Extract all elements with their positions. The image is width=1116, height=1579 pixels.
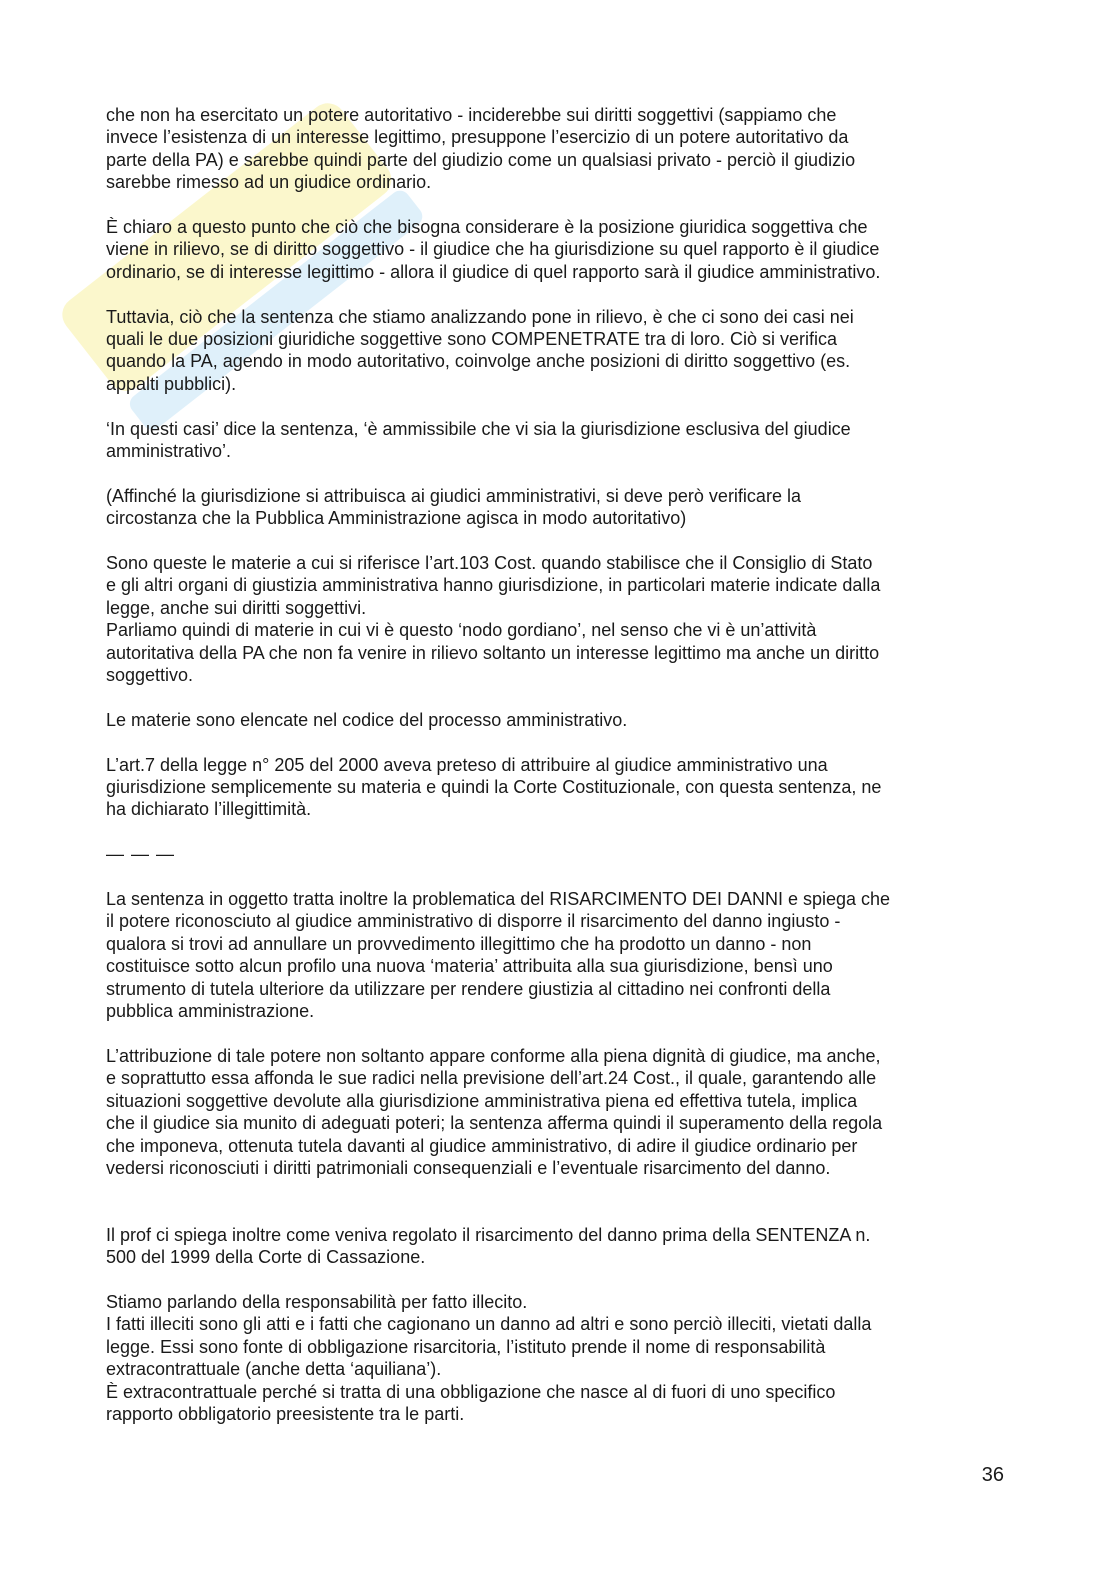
text-line: (Affinché la giurisdizione si attribuisca ai giudici amministrativi, si deve però verificare la — [106, 485, 801, 506]
text-line: vedersi riconosciuti i diritti patrimoniali consequenziali e l’eventuale risarcimento del danno. — [106, 1157, 831, 1178]
text-line: invece l’esistenza di un interesse legittimo, presuppone l’esercizio di un potere autoritativo da — [106, 127, 849, 148]
text-line: È extracontrattuale perché si tratta di una obbligazione che nasce al di fuori di uno specifico — [106, 1381, 836, 1402]
paragraphs-before-separator — [106, 104, 1006, 821]
text-line: che non ha esercitato un potere autoritativo - inciderebbe sui diritti soggettivi (sappiamo che — [106, 105, 837, 125]
document-body — [106, 104, 1006, 1448]
text-line: extracontrattuale (anche detta ‘aquiliana’). — [106, 1359, 442, 1380]
text-line: legge. Essi sono fonte di obbligazione risarcitoria, l’istituto prende il nome di responsabilità — [106, 1336, 826, 1357]
paragraph — [106, 485, 1006, 530]
text-line: pubblica amministrazione. — [106, 1001, 315, 1022]
text-line: Stiamo parlando della responsabilità per fatto illecito. — [106, 1291, 528, 1312]
spacer — [106, 1202, 1006, 1224]
text-line: e gli altri organi di giustizia amministrativa hanno giurisdizione, in particolari materie indicate dalla — [106, 575, 881, 596]
paragraph — [106, 709, 1006, 731]
text-line: il potere riconosciuto al giudice amministrativo di disporre il risarcimento del danno ingiusto - — [106, 911, 841, 932]
paragraphs-after-separator — [106, 888, 1006, 1425]
text-line: Tuttavia, ciò che la sentenza che stiamo analizzando pone in rilievo, è che ci sono dei casi nei — [106, 306, 854, 327]
text-line: I fatti illeciti sono gli atti e i fatti che cagionano un danno ad altri e sono perciò illeciti, vietati dalla — [106, 1314, 872, 1335]
text-line: strumento di tutela ulteriore da utilizzare per rendere giustizia al cittadino nei confronti della — [106, 978, 831, 999]
text-line: giurisdizione semplicemente su materia e quindi la Corte Costituzionale, con questa sentenza, ne — [106, 777, 882, 798]
text-line: che il giudice sia munito di adeguati poteri; la sentenza afferma quindi il superamento della regola — [106, 1113, 883, 1134]
paragraph — [106, 306, 1006, 396]
paragraph — [106, 754, 1006, 821]
text-line: autoritativa della PA che non fa venire in rilievo soltanto un interesse legittimo ma anche un diritto — [106, 642, 880, 663]
paragraph — [106, 1045, 1006, 1179]
text-line: Sono queste le materie a cui si riferisce l’art.103 Cost. quando stabilisce che il Consiglio di Stato — [106, 553, 873, 574]
text-line: Il prof ci spiega inoltre come veniva regolato il risarcimento del danno prima della SENTENZA n. — [106, 1224, 871, 1245]
text-line: circostanza che la Pubblica Amministrazione agisca in modo autoritativo) — [106, 508, 687, 529]
text-line: che imponeva, ottenuta tutela davanti al giudice amministrativo, di adire il giudice ordinario per — [106, 1135, 858, 1156]
text-line: 500 del 1999 della Corte di Cassazione. — [106, 1247, 426, 1268]
text-line: Parliamo quindi di materie in cui vi è questo ‘nodo gordiano’, nel senso che vi è un’attività — [106, 620, 817, 641]
text-line: costituisce sotto alcun profilo una nuova ‘materia’ attribuita alla sua giurisdizione, bensì uno — [106, 956, 833, 977]
text-line: qualora si trovi ad annullare un provvedimento illegittimo che ha prodotto un danno - non — [106, 933, 812, 954]
text-line: appalti pubblici). — [106, 373, 237, 394]
text-line: amministrativo’. — [106, 441, 232, 462]
text-line: legge, anche sui diritti soggettivi. — [106, 597, 367, 618]
text-line: ‘In questi casi’ dice la sentenza, ‘è ammissibile che vi sia la giurisdizione esclusiva del giudice — [106, 418, 851, 439]
text-line: L’attribuzione di tale potere non soltanto appare conforme alla piena dignità di giudice, ma anche, — [106, 1045, 881, 1066]
text-line: parte della PA) e sarebbe quindi parte del giudizio come un qualsiasi privato - perciò il giudizio — [106, 149, 856, 170]
paragraph — [106, 888, 1006, 1022]
text-line: e soprattutto essa affonda le sue radici nella previsione dell’art.24 Cost., il quale, garantendo alle — [106, 1068, 877, 1089]
paragraph — [106, 1224, 1006, 1269]
paragraph — [106, 216, 1006, 283]
text-line: quali le due posizioni giuridiche soggettive sono COMPENETRATE tra di loro. Ciò si verifica — [106, 329, 837, 350]
text-line: ha dichiarato l’illegittimità. — [106, 799, 312, 820]
text-line: sarebbe rimesso ad un giudice ordinario. — [106, 172, 432, 193]
paragraph — [106, 552, 1006, 686]
paragraph — [106, 418, 1006, 463]
text-line: La sentenza in oggetto tratta inoltre la problematica del RISARCIMENTO DEI DANNI e spiega che — [106, 889, 891, 910]
text-line: Le materie sono elencate nel codice del processo amministrativo. — [106, 709, 628, 730]
text-line: soggettivo. — [106, 665, 194, 686]
text-line: ordinario, se di interesse legittimo - allora il giudice di quel rapporto sarà il giudice amministrativo. — [106, 261, 881, 282]
text-line: L’art.7 della legge n° 205 del 2000 aveva preteso di attribuire al giudice amministrativo una — [106, 754, 828, 775]
text-line: viene in rilievo, se di diritto soggettivo - il giudice che ha giurisdizione su quel rapporto è il giudice — [106, 239, 880, 260]
page-number: 36 — [981, 1464, 1004, 1486]
text-line: quando la PA, agendo in modo autoritativo, coinvolge anche posizioni di diritto soggettivo (es. — [106, 351, 851, 372]
paragraph — [106, 104, 1006, 194]
section-separator: — — — — [106, 844, 176, 865]
text-line: rapporto obbligatorio preesistente tra le parti. — [106, 1403, 465, 1424]
text-line: situazioni soggettive devolute alla giurisdizione amministrativa piena ed effettiva tutela, implica — [106, 1090, 858, 1111]
text-line: È chiaro a questo punto che ciò che bisogna considerare è la posizione giuridica soggettiva che — [106, 217, 868, 238]
paragraph — [106, 1291, 1006, 1425]
